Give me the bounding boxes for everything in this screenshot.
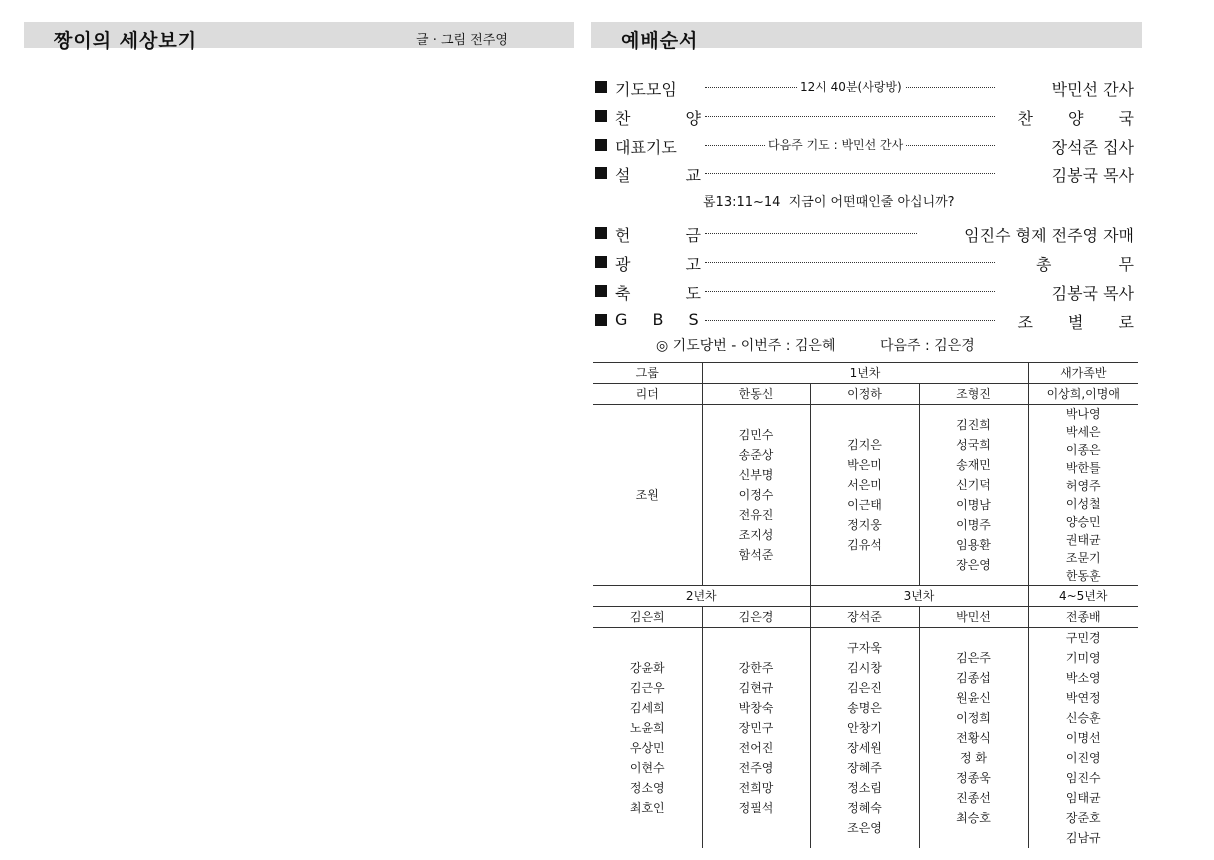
- member-name: 권태균: [1065, 533, 1101, 547]
- leader-cell: 박민선: [919, 607, 1028, 628]
- member-list: [702, 405, 810, 586]
- member-name: 정필석: [738, 801, 774, 815]
- leader-cell: 김은경: [702, 607, 810, 628]
- leader-cell: 한동신: [702, 384, 810, 405]
- member-name: 김지은: [847, 438, 882, 452]
- member-name: 함석준: [738, 548, 774, 562]
- order-row: [593, 104, 1138, 130]
- member-name: 신승훈: [1065, 711, 1101, 725]
- member-list: [810, 405, 919, 586]
- sermon-scripture: 롬13:11~14 지금이 어떤때인줄 아십니까?: [703, 195, 955, 210]
- member-name: 노윤희: [629, 721, 665, 735]
- bullet-square-icon: [595, 167, 607, 179]
- bullet-square-icon: [595, 227, 607, 239]
- member-name: 박나영: [1065, 407, 1101, 421]
- bullet-square-icon: [595, 110, 607, 122]
- order-label: 광 고: [615, 255, 701, 274]
- member-name: 진종선: [956, 791, 991, 805]
- member-name: 원윤신: [956, 691, 991, 705]
- leader-dots: [705, 262, 995, 263]
- member-name: 이명선: [1065, 731, 1101, 745]
- member-name: 이진영: [1065, 751, 1101, 765]
- leader-dots: [705, 233, 917, 234]
- member-name: 김은주: [956, 651, 991, 665]
- year45-header: 4~5년차: [1028, 586, 1138, 607]
- member-name: 이현수: [629, 761, 665, 775]
- order-value: 총 무: [1036, 255, 1134, 274]
- leader-dots: [705, 320, 995, 321]
- order-row: [593, 279, 1138, 305]
- member-list: [919, 405, 1028, 586]
- member-name: 이근태: [847, 498, 882, 512]
- order-row: [593, 75, 1138, 101]
- bullet-square-icon: [595, 256, 607, 268]
- leader-cell: 조형진: [919, 384, 1028, 405]
- member-name: 박창숙: [738, 701, 774, 715]
- member-name: 정소림: [847, 781, 882, 795]
- member-name: 박세은: [1065, 425, 1101, 439]
- member-name: 전희망: [738, 781, 774, 795]
- year3-header: 3년차: [810, 586, 1028, 607]
- member-name: 조은영: [847, 821, 882, 835]
- member-name: 송재민: [956, 458, 991, 472]
- member-name: 안창기: [847, 721, 882, 735]
- member-name: 김진희: [956, 418, 991, 432]
- leader-cell: 김은희: [593, 607, 702, 628]
- order-row: [593, 221, 1138, 247]
- member-name: 우상민: [629, 741, 665, 755]
- order-label: 대표기도: [615, 138, 677, 157]
- order-value: 찬 양 국: [1017, 109, 1134, 128]
- order-row: [593, 133, 1138, 159]
- member-name: 이정희: [956, 711, 991, 725]
- order-row: [593, 250, 1138, 276]
- member-name: 신기덕: [956, 478, 991, 492]
- member-name: 허영주: [1065, 479, 1101, 493]
- member-name: 전황식: [956, 731, 991, 745]
- member-name: 김세희: [629, 701, 665, 715]
- order-label: 헌 금: [615, 226, 701, 245]
- member-name: 이명남: [956, 498, 991, 512]
- bullet-square-icon: [595, 139, 607, 151]
- member-name: 이종은: [1065, 443, 1101, 457]
- member-name: 송준상: [738, 448, 774, 462]
- order-value: 임진수 형제 전주영 자매: [964, 226, 1134, 245]
- member-name: 김민수: [738, 428, 774, 442]
- order-row: [593, 308, 1138, 334]
- newfamily-header: 새가족반: [1028, 363, 1138, 384]
- member-name: 임진수: [1065, 771, 1101, 785]
- member-name: 박연정: [1065, 691, 1101, 705]
- member-list: [702, 628, 810, 849]
- member-name: 정혜숙: [847, 801, 882, 815]
- prayer-duty: ◎ 기도당번 - 이번주 : 김은혜 다음주 : 김은경: [656, 338, 975, 354]
- member-name: 장준호: [1065, 811, 1101, 825]
- member-name: 신부명: [738, 468, 774, 482]
- leader-dots: [705, 291, 995, 292]
- left-page-header: [24, 22, 574, 52]
- member-name: 전주영: [738, 761, 774, 775]
- member-list: [1028, 628, 1138, 849]
- order-value: 김봉국 목사: [1051, 166, 1134, 185]
- member-name: 장세원: [847, 741, 882, 755]
- leader-header: 리더: [593, 384, 702, 405]
- member-name: 한동훈: [1065, 569, 1101, 583]
- leader-dots: [705, 116, 995, 117]
- member-name: 김종섭: [956, 671, 991, 685]
- member-name: 조문기: [1065, 551, 1101, 565]
- member-name: 박은미: [847, 458, 882, 472]
- order-label: 기도모임: [615, 80, 677, 99]
- column-author: 글 · 그림 전주영: [416, 33, 508, 48]
- member-name: 정지웅: [847, 518, 882, 532]
- leader-cell: 전종배: [1028, 607, 1138, 628]
- leader-cell: 이상희,이명애: [1028, 384, 1138, 405]
- order-value: 조 별 로: [1017, 313, 1134, 332]
- member-name: 김은진: [847, 681, 882, 695]
- order-row: [593, 161, 1138, 187]
- member-name: 성국희: [956, 438, 991, 452]
- member-name: 송명은: [847, 701, 882, 715]
- member-name: 김시창: [847, 661, 882, 675]
- group-header: 그룹: [593, 363, 702, 384]
- member-name: 조지성: [738, 528, 774, 542]
- member-name: 양승민: [1065, 515, 1101, 529]
- order-value: 장석준 집사: [1051, 138, 1134, 157]
- order-label: 찬 양: [615, 109, 701, 128]
- right-page-header: [591, 22, 1142, 52]
- year1-header: 1년차: [702, 363, 1028, 384]
- member-name: 김남규: [1065, 831, 1101, 845]
- order-value: 김봉국 목사: [1051, 284, 1134, 303]
- order-note: 다음주 기도 : 박민선 간사: [765, 136, 906, 153]
- member-name: 강한주: [738, 661, 774, 675]
- member-name: 이정수: [738, 488, 774, 502]
- member-name: 전유진: [738, 508, 774, 522]
- member-name: 임태균: [1065, 791, 1101, 805]
- year2-header: 2년차: [593, 586, 810, 607]
- leader-dots: [705, 173, 995, 174]
- member-name: 최승호: [956, 811, 991, 825]
- member-list: [810, 628, 919, 849]
- member-name: 정 화: [960, 751, 987, 765]
- member-name: 이명주: [956, 518, 991, 532]
- member-header: 조원: [593, 405, 702, 586]
- member-name: 이성철: [1065, 497, 1101, 511]
- member-name: 김유석: [847, 538, 882, 552]
- bullet-square-icon: [595, 314, 607, 326]
- member-name: 구자욱: [847, 641, 882, 655]
- member-name: 장혜주: [847, 761, 882, 775]
- member-name: 박소영: [1065, 671, 1101, 685]
- leader-cell: 장석준: [810, 607, 919, 628]
- bullet-square-icon: [595, 81, 607, 93]
- column-title: 짱이의 세상보기: [54, 30, 198, 52]
- member-name: 장민구: [738, 721, 774, 735]
- order-note: 12시 40분(사랑방): [797, 78, 905, 95]
- member-name: 기미영: [1065, 651, 1101, 665]
- member-name: 전어진: [738, 741, 774, 755]
- member-list: [593, 628, 702, 849]
- member-list: [1028, 405, 1138, 586]
- order-label: G B S: [615, 310, 699, 329]
- order-label: 설 교: [615, 166, 701, 185]
- member-name: 김근우: [629, 681, 665, 695]
- member-name: 강윤화: [629, 661, 665, 675]
- member-name: 최호인: [629, 801, 665, 815]
- member-name: 구민경: [1065, 631, 1101, 645]
- order-value: 박민선 간사: [1051, 80, 1134, 99]
- member-name: 정소영: [629, 781, 665, 795]
- member-name: 임용환: [956, 538, 991, 552]
- worship-order-title: 예배순서: [621, 30, 699, 52]
- group-table: [593, 362, 1138, 848]
- bullet-square-icon: [595, 285, 607, 297]
- member-name: 김현규: [738, 681, 774, 695]
- member-name: 서은미: [847, 478, 882, 492]
- order-label: 축 도: [615, 284, 701, 303]
- member-name: 정종욱: [956, 771, 991, 785]
- member-name: 장은영: [956, 558, 991, 572]
- leader-cell: 이정하: [810, 384, 919, 405]
- member-name: 박한틀: [1065, 461, 1101, 475]
- member-list: [919, 628, 1028, 849]
